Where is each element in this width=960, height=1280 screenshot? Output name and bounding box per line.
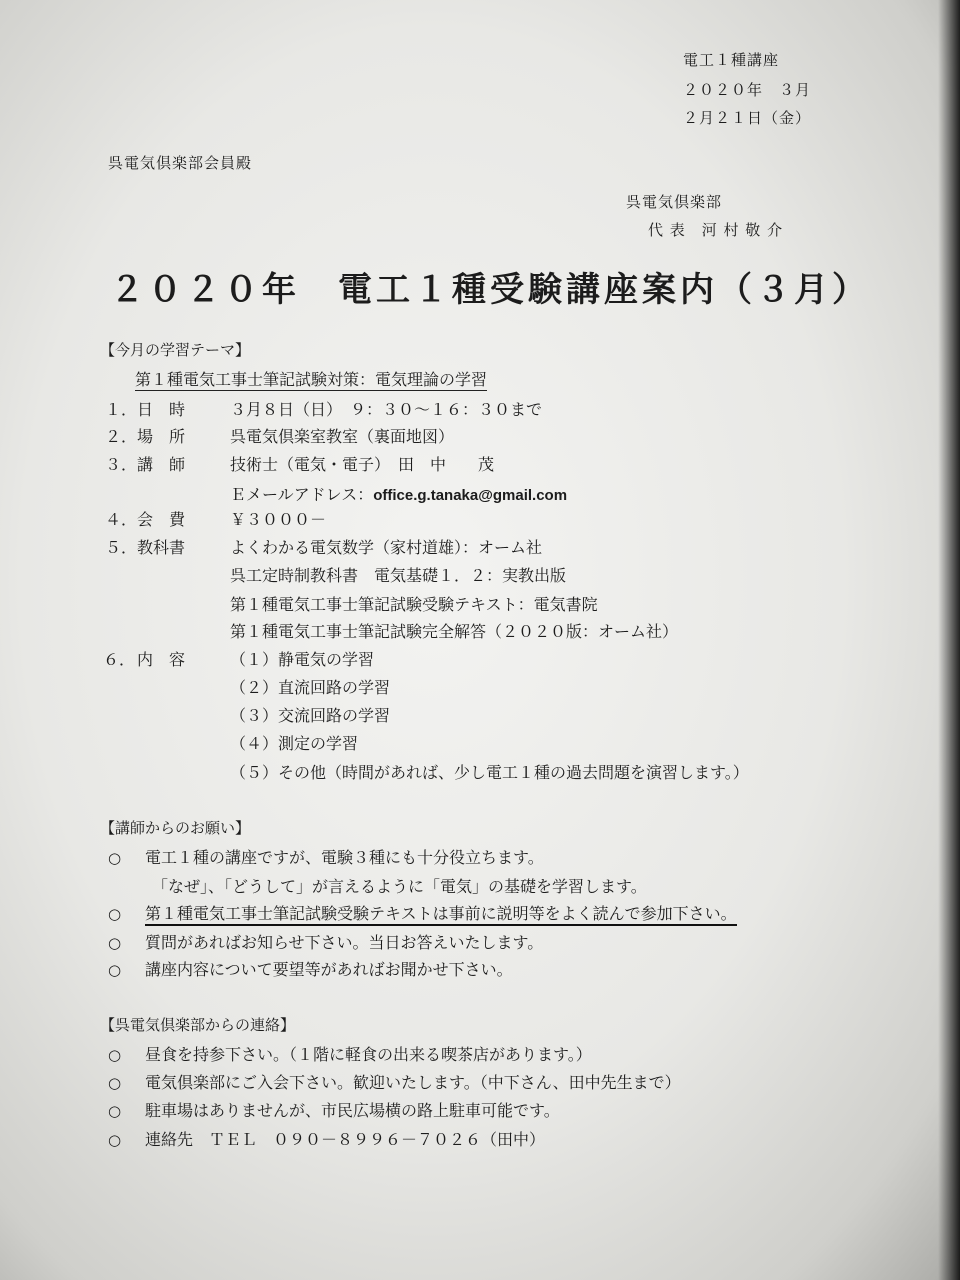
bullet: ○: [108, 849, 122, 867]
course-name: 電工１種講座: [683, 51, 780, 69]
item-email: [230, 485, 567, 506]
item-content-num: ６．: [103, 650, 136, 669]
item-content-label: 内 容: [137, 650, 186, 669]
email-address: office.g.tanaka@gmail.com: [373, 487, 568, 504]
theme-heading: 【今月の学習テーマ】: [100, 341, 251, 359]
notices-heading: 【呉電気倶楽部からの連絡】: [100, 1016, 296, 1034]
bullet: ○: [108, 1102, 122, 1120]
item-lecturer-label: 講 師: [137, 455, 186, 474]
notice-line: 電気倶楽部にご入会下さい。歓迎いたします。（中下さん、田中先生まで）: [145, 1073, 681, 1092]
content-line: （２）直流回路の学習: [230, 678, 391, 697]
textbook-line: 第１種電気工事士筆記試験完全解答（２０２０版：オーム社）: [230, 622, 679, 641]
item-lecturer-num: ３．: [105, 455, 138, 474]
page-edge-shadow: [938, 0, 960, 1280]
content-line: （１）静電気の学習: [230, 650, 375, 669]
item-date-value: ３月８日（日） ９：３０～１６：３０まで: [230, 400, 543, 419]
sender-representative: 代 表 河 村 敬 介: [648, 221, 784, 239]
content-line: （５）その他（時間があれば、少し電工１種の過去問題を演習します。）: [230, 763, 749, 782]
notice-line-contact: 連絡先 ＴＥＬ ０９０－８９９６－７０２６（田中）: [145, 1130, 546, 1149]
request-line: 「なぜ」、「どうして」が言えるように「電気」の基礎を学習します。: [152, 877, 647, 896]
item-place-num: ２．: [105, 427, 138, 446]
item-place-label: 場 所: [137, 427, 186, 446]
request-line: 電工１種の講座ですが、電験３種にも十分役立ちます。: [145, 848, 544, 867]
bullet: ○: [108, 934, 122, 952]
textbook-line: 呉工定時制教科書 電気基礎１．２：実教出版: [230, 566, 567, 585]
request-line-underlined-text: 第１種電気工事士筆記試験受験テキストは事前に説明等をよく読んで参加下さい。: [145, 904, 737, 926]
item-textbook-value: よくわかる電気数学（家村道雄）：オーム社: [230, 538, 543, 557]
notice-line: 昼食を持参下さい。（１階に軽食の出来る喫茶店があります。）: [145, 1045, 592, 1064]
requests-heading: 【講師からのお願い】: [100, 819, 251, 837]
item-fee-value: ￥３０００－: [230, 510, 327, 529]
bullet: ○: [108, 961, 122, 979]
bullet: ○: [108, 1046, 122, 1064]
theme-text-underlined: 第１種電気工事士筆記試験対策：電気理論の学習: [135, 370, 488, 389]
bullet: ○: [108, 905, 122, 923]
content-line: （３）交流回路の学習: [230, 706, 391, 725]
item-textbook-num: ５．: [105, 538, 138, 557]
addressee: 呉電気倶楽部会員殿: [108, 154, 253, 172]
issue-date: ２月２１日（金）: [683, 109, 812, 127]
sender-org: 呉電気倶楽部: [626, 193, 723, 211]
item-fee-label: 会 費: [137, 510, 186, 529]
request-line: 講座内容について要望等があればお聞かせ下さい。: [145, 960, 513, 979]
email-prefix: Ｅメールアドレス：: [230, 485, 374, 504]
textbook-line: 第１種電気工事士筆記試験受験テキスト：電気書院: [230, 595, 598, 614]
bullet: ○: [108, 1131, 122, 1149]
item-date-num: １．: [105, 400, 138, 419]
request-line-underlined: [145, 904, 737, 924]
item-textbook-label: 教科書: [137, 538, 186, 557]
item-lecturer-value: 技術士（電気・電子） 田 中 茂: [230, 455, 495, 474]
bullet: ○: [108, 1074, 122, 1092]
content-line: （４）測定の学習: [230, 734, 359, 753]
page-title: ２０２０年 電工１種受験講座案内（３月）: [110, 270, 870, 310]
course-year-month: ２０２０年 ３月: [683, 81, 812, 99]
theme-text: [135, 370, 487, 390]
item-fee-num: ４．: [105, 510, 138, 529]
item-date-label: 日 時: [137, 400, 186, 419]
item-place-value: 呉電気倶楽室教室（裏面地図）: [230, 427, 455, 446]
notice-line: 駐車場はありませんが、市民広場横の路上駐車可能です。: [145, 1101, 560, 1120]
request-line: 質問があればお知らせ下さい。当日お答えいたします。: [145, 933, 544, 952]
